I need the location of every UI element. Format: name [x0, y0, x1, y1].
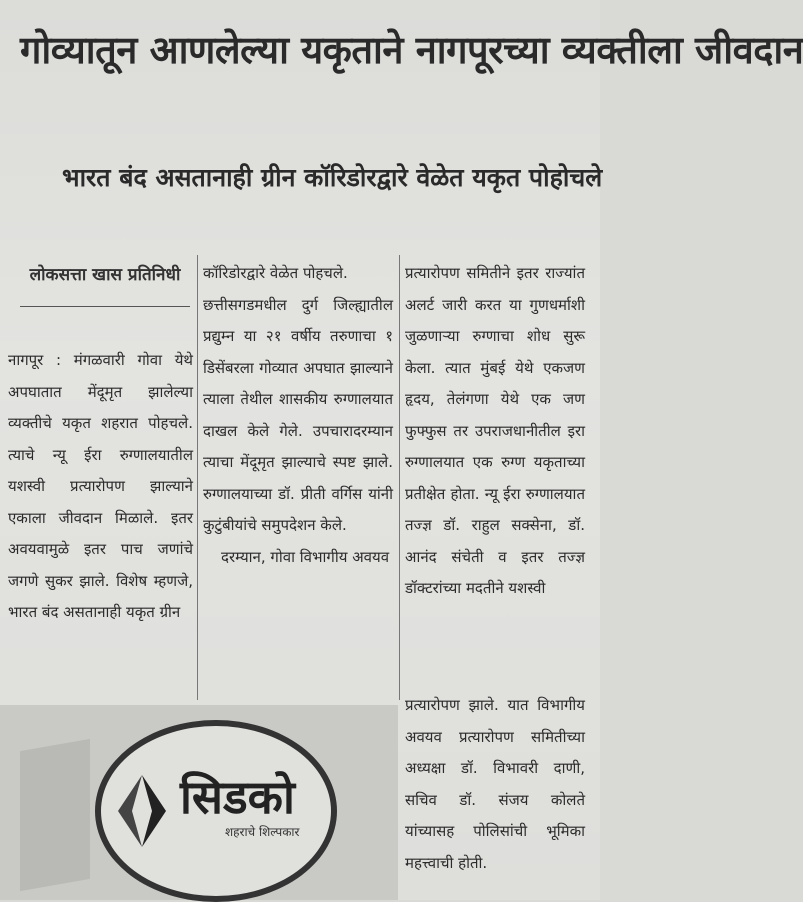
- column-2-paragraph: दरम्यान, गोवा विभागीय अवयव: [221, 547, 390, 566]
- column-divider: [399, 255, 400, 700]
- column-3-paragraph: प्रत्यारोपण झाले. यात विभागीय अवयव प्रत्यारोपण समितीच्या अध्यक्षा डॉ. विभावरी दाणी, सचिव डॉ. संजय कोलते यांच्यासह पोलिसांची भूमिका महत्त्वाची होती.: [405, 696, 585, 872]
- advert-background-shape: [20, 739, 90, 891]
- cidco-logo-icon: [118, 775, 166, 847]
- cidco-advertisement: [0, 705, 398, 900]
- article-column-2: [203, 258, 393, 573]
- column-2-paragraph: कॉरिडोरद्वारे वेळेत पोहचले.: [203, 264, 348, 282]
- column-3-paragraph: प्रत्यारोपण समितीने इतर राज्यांत अलर्ट जारी करत या गुणधर्माशी जुळणाऱ्या रुग्णाचा शोध सुरू केला. त्यात मुंबई येथे एकजण हृदय, तेलंगणा येथे एक जण फुफ्फुस तर उपराजधानीतील इरा रुग्णालयात एक रुग्ण यकृताच्या प्रतीक्षेत होता. न्यू ईरा रुग्णालयात तज्ज्ञ डॉ. राहुल सक्सेना, डॉ. आनंद संचेती व इतर तज्ज्ञ डॉक्टरांच्या मदतीने यशस्वी: [405, 264, 585, 597]
- article-headline: गोव्यातून आणलेल्या यकृताने नागपूरच्या व्यक्तीला जीवदान: [20, 28, 803, 72]
- advert-brand: सिडको: [180, 770, 295, 824]
- article-column-1: [8, 345, 193, 629]
- article-column-3: [405, 258, 585, 605]
- column-divider: [197, 255, 198, 700]
- advert-tagline: शहराचे शिल्पकार: [225, 825, 300, 839]
- column-1-paragraph: नागपूर : मंगळवारी गोवा येथे अपघातात मेंदूमृत झालेल्या व्यक्तीचे यकृत शहरात पोहचले. त्याचे न्यू ईरा रुग्णालयातील यशस्वी प्रत्यारोपण झाल्याने एकाला जीवदान मिळाले. इतर अवयवामुळे इतर पाच जणांचे जगणे सुकर झाले. विशेष म्हणजे, भारत बंद असतानाही यकृत ग्रीन: [8, 351, 193, 621]
- byline: लोकसत्ता खास प्रतिनिधी: [29, 265, 181, 285]
- column-2-paragraph: छत्तीसगडमधील दुर्ग जिल्ह्यातील प्रद्युम्न या २१ वर्षीय तरुणाचा १ डिसेंबरला गोव्यात अपघात झाल्याने त्याला तेथील शासकीय रुग्णालयात दाखल केले गेले. उपचारादरम्यान त्याचा मेंदूमृत झाल्याचे स्पष्ट झाले. रुग्णालयाच्या डॉ. प्रीती वर्गिस यांनी कुटुंबीयांचे समुपदेशन केले.: [203, 295, 393, 534]
- byline-divider: [20, 306, 190, 307]
- article-column-3-continued: [405, 690, 585, 879]
- article-subheadline: भारत बंद असतानाही ग्रीन कॉरिडोरद्वारे वेळेत यकृत पोहोचले: [62, 163, 603, 192]
